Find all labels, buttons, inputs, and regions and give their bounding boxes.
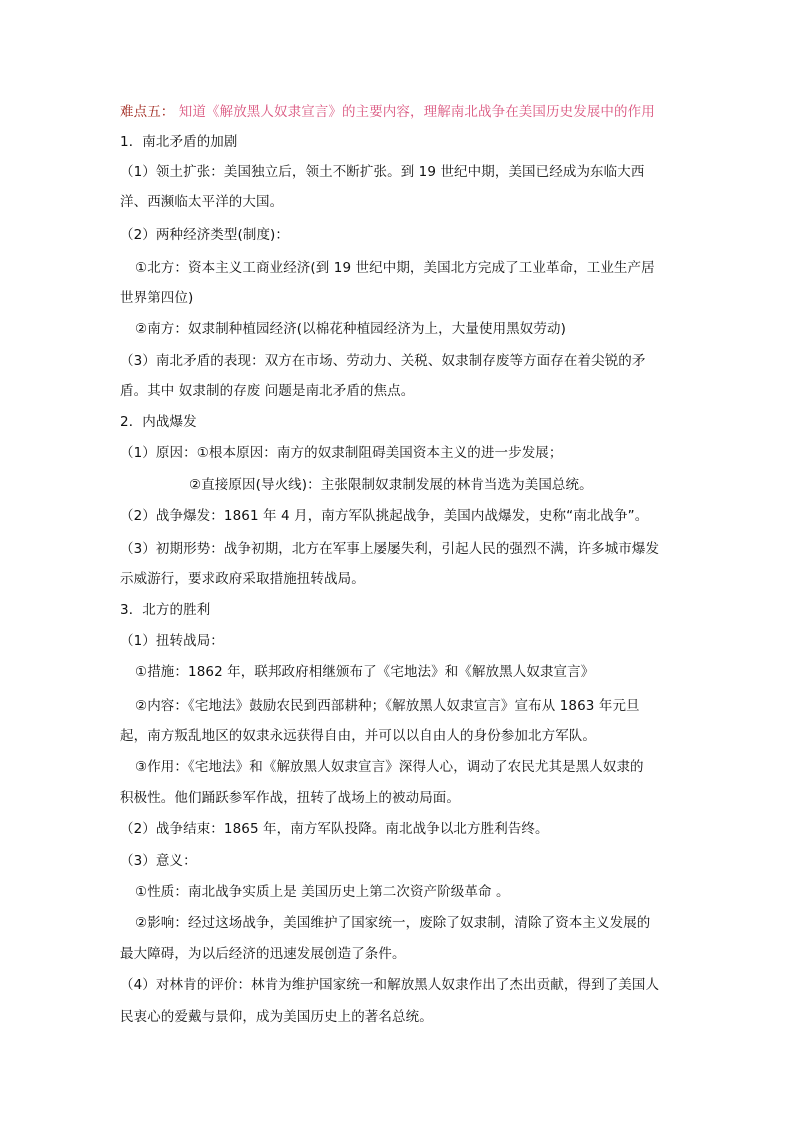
paragraph-line: （1）原因：①根本原因：南方的奴隶制阻碍美国资本主义的进一步发展； xyxy=(120,445,563,461)
paragraph-line: （2）战争结束：1865 年，南方军队投降。南北战争以北方胜利告终。 xyxy=(120,821,549,837)
paragraph-line: ②直接原因(导火线)：主张限制奴隶制发展的林肯当选为美国总统。 xyxy=(189,477,593,493)
heading-prefix: 难点五： xyxy=(120,104,175,120)
paragraph-line: 世界第四位) xyxy=(120,290,194,306)
paragraph-line: 洋、西濒临太平洋的大国。 xyxy=(120,194,284,210)
paragraph-line: 盾。其中 奴隶制的存废 问题是南北矛盾的焦点。 xyxy=(120,383,415,399)
paragraph-line: （3）南北矛盾的表现：双方在市场、劳动力、关税、奴隶制存废等方面存在着尖锐的矛 xyxy=(120,353,646,369)
section-title: 2．内战爆发 xyxy=(120,414,197,430)
paragraph-line: ②内容：《宅地法》鼓励农民到西部耕种；《解放黑人奴隶宣言》宣布从 1863 年元旦 xyxy=(135,698,640,714)
paragraph-line: 最大障碍，为以后经济的迅速发展创造了条件。 xyxy=(120,946,406,962)
paragraph-line: （3）意义： xyxy=(120,853,197,869)
section-title: 1．南北矛盾的加剧 xyxy=(120,134,238,150)
paragraph-line: （3）初期形势：战争初期，北方在军事上屡屡失利，引起人民的强烈不满，许多城市爆发 xyxy=(120,541,660,557)
paragraph-line: ①性质：南北战争实质上是 美国历史上第二次资产阶级革命 。 xyxy=(135,884,510,900)
paragraph-line: ②南方：奴隶制种植园经济(以棉花种植园经济为上，大量使用黑奴劳动) xyxy=(135,321,566,337)
paragraph-line: 积极性。他们踊跃参军作战，扭转了战场上的被动局面。 xyxy=(120,790,460,806)
paragraph-line: ③作用：《宅地法》和《解放黑人奴隶宣言》深得人心，调动了农民尤其是黑人奴隶的 xyxy=(135,759,644,775)
section-heading xyxy=(120,103,655,121)
paragraph-line: （2）两种经济类型(制度)： xyxy=(120,227,290,243)
paragraph-line: （4）对林肯的评价：林肯为维护国家统一和解放黑人奴隶作出了杰出贡献，得到了美国人 xyxy=(120,977,660,993)
heading-text: 知道《解放黑人奴隶宣言》的主要内容，理解南北战争在美国历史发展中的作用 xyxy=(174,104,655,120)
paragraph-line: （1）领土扩张：美国独立后，领土不断扩张。到 19 世纪中期，美国已经成为东临大西 xyxy=(120,164,645,180)
paragraph-line: ①北方：资本主义工商业经济(到 19 世纪中期，美国北方完成了工业革命，工业生产居 xyxy=(135,260,655,276)
paragraph-line: （2）战争爆发：1861 年 4 月，南方军队挑起战争，美国内战爆发，史称“南北战争”。 xyxy=(120,508,649,524)
section-title: 3．北方的胜利 xyxy=(120,602,211,618)
paragraph-line: 起，南方叛乱地区的奴隶永远获得自由，并可以以自由人的身份参加北方军队。 xyxy=(120,728,596,744)
paragraph-line: （1）扭转战局： xyxy=(120,633,224,649)
paragraph-line: 民衷心的爱戴与景仰，成为美国历史上的著名总统。 xyxy=(120,1009,433,1025)
paragraph-line: ①措施：1862 年，联邦政府相继颁布了《宅地法》和《解放黑人奴隶宣言》 xyxy=(135,664,595,680)
paragraph-line: 示威游行，要求政府采取措施扭转战局。 xyxy=(120,571,365,587)
paragraph-line: ②影响：经过这场战争，美国维护了国家统一，废除了奴隶制，清除了资本主义发展的 xyxy=(135,915,651,931)
